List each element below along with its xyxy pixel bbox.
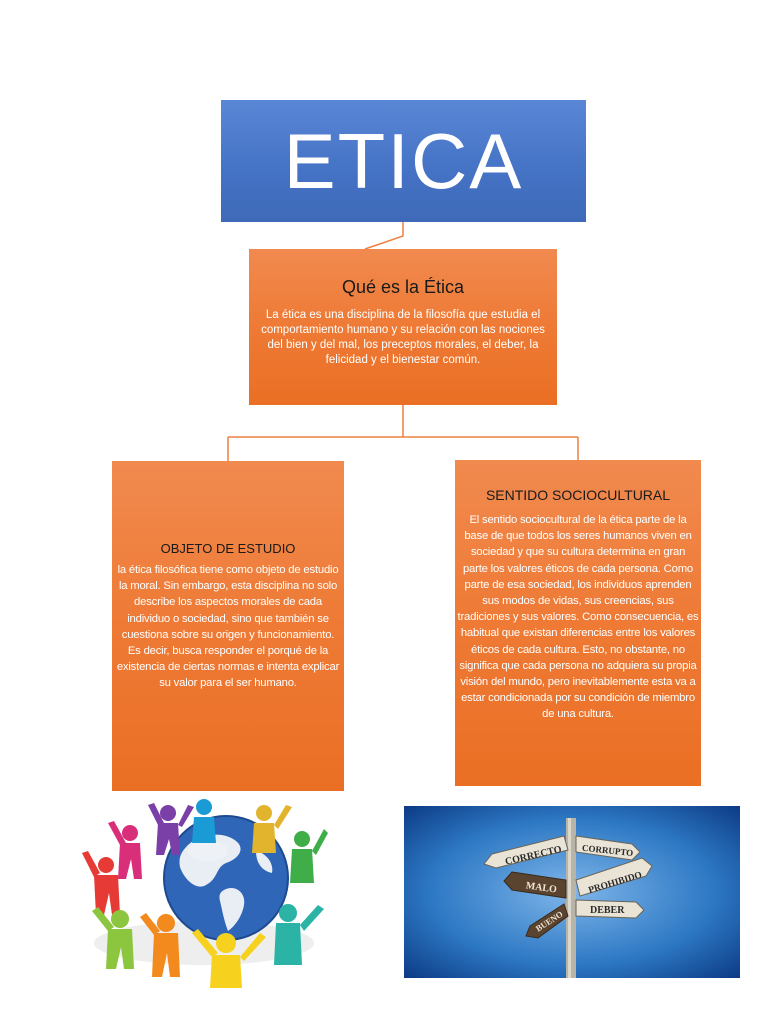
signpost-image [404, 806, 740, 978]
que-es-body: La ética es una disciplina de la filosofía que estudia el comportamiento humano y su relación con las nociones del bien y del mal, los preceptos morales, el deber, la felicidad y el bienestar común. [261, 309, 545, 366]
sign-deber [576, 900, 644, 918]
page-title: ETICA [283, 117, 524, 205]
people-globe-image [76, 793, 328, 988]
sentido-body: El sentido sociocultural de la ética parte de la base de que todos los seres humanos viven en sociedad y que su cultura determina en gran parte los valores éticos de cada persona. Como parte de esa sociedad, los individuos aprenden sus modos de vidas, sus creencias, sus tradiciones y sus valores. Como consecuencia, es habitual que existan diferencias entre los valores éticos de cada cultura. Esto, no obstante, no significa que cada persona no adquiera su propia visión del mundo, pero inevitablemente esta va a estar condicionada por su condición de miembro de una cultura. [457, 514, 699, 721]
svg-text:CORRUPTO: CORRUPTO [581, 842, 634, 859]
que-es-heading: Qué es la Ética [341, 277, 465, 297]
sentido-heading: SENTIDO SOCIOCULTURAL [485, 487, 671, 503]
objeto-box [112, 461, 344, 791]
sentido-box [455, 460, 701, 786]
svg-text:BUENO: BUENO [533, 908, 565, 934]
objeto-heading: OBJETO DE ESTUDIO [160, 541, 296, 556]
objeto-body: la ética filosófica tiene como objeto de estudio la moral. Sin embargo, esta disciplina no solo describe los aspectos morales de cada individuo o sociedad, sino que también se cuestiona sobre su origen y funcionamiento. Es decir, busca responder el porqué de la existencia de ciertas normas e intenta explicar su valor para el ser humano. [116, 564, 340, 690]
svg-text:CORRECTO: CORRECTO [504, 844, 563, 868]
title-box [221, 100, 586, 222]
svg-text:DEBER: DEBER [590, 905, 625, 916]
que-es-box [249, 249, 557, 405]
svg-text:MALO: MALO [525, 880, 558, 896]
svg-text:PROHIBIDO: PROHIBIDO [587, 870, 644, 897]
